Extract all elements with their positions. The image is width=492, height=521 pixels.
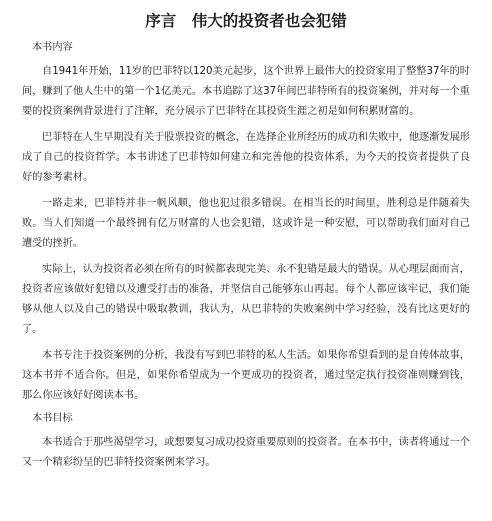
paragraph-1: 自1941年开始，11岁的巴菲特以120美元起步，这个世界上最伟大的投资家用了整整37年的时间，赚到了他人生中的第一个1亿美元。本书追踪了这37年间巴菲特所有的投资案例，并对每一个重要的投资案例背景进行了注解，充分展示了巴菲特在其投资生涯之初是如何积累财富的。 xyxy=(22,66,470,117)
section-heading-goal: 本书目标 xyxy=(32,413,73,424)
paragraph-3: 一路走来，巴菲特并非一帆风顺，他也犯过很多错误。在相当长的时间里，胜利总是伴随着失败。当人们知道一个最终拥有亿万财富的人也会犯错，这或许是一种安慰，可以帮助我们面对自己遭受的挫折。 xyxy=(22,198,470,249)
section-heading-content: 本书内容 xyxy=(32,42,73,53)
section-goal xyxy=(22,412,470,473)
paragraph-5: 本书专注于投资案例的分析，我没有写到巴菲特的私人生活。如果你希望看到的是自传体故事，这本书并不适合你。但是，如果你希望成为一个更成功的投资者，通过坚定执行投资准则赚到钱，那么你应该好好阅读本书。 xyxy=(22,350,470,401)
section-content xyxy=(22,41,470,406)
paragraph-6: 本书适合于那些渴望学习，或想要复习成功投资重要原则的投资者。在本书中，读者将通过一个又一个精彩纷呈的巴菲特投资案例来学习。 xyxy=(22,437,470,468)
paragraph-4: 实际上，认为投资者必须在所有的时候都表现完美、永不犯错是最大的错误。从心理层面而言，投资者应该做好犯错以及遭受打击的准备，并坚信自己能够东山再起。每个人都应该牢记，我们能够从他人以及自己的错误中吸取教训，我认为，从巴菲特的失败案例中学习经验，没有比这更好的了。 xyxy=(22,264,470,335)
page-title: 序言 伟大的投资者也会犯错 xyxy=(145,11,347,30)
paragraph-2: 巴菲特在人生早期没有关于股票投资的概念，在选择企业所经历的成功和失败中，他逐渐发展形成了自己的投资哲学。本书讲述了巴菲特如何建立和完善他的投资体系，为今天的投资者提供了良好的参考素材。 xyxy=(22,132,470,183)
